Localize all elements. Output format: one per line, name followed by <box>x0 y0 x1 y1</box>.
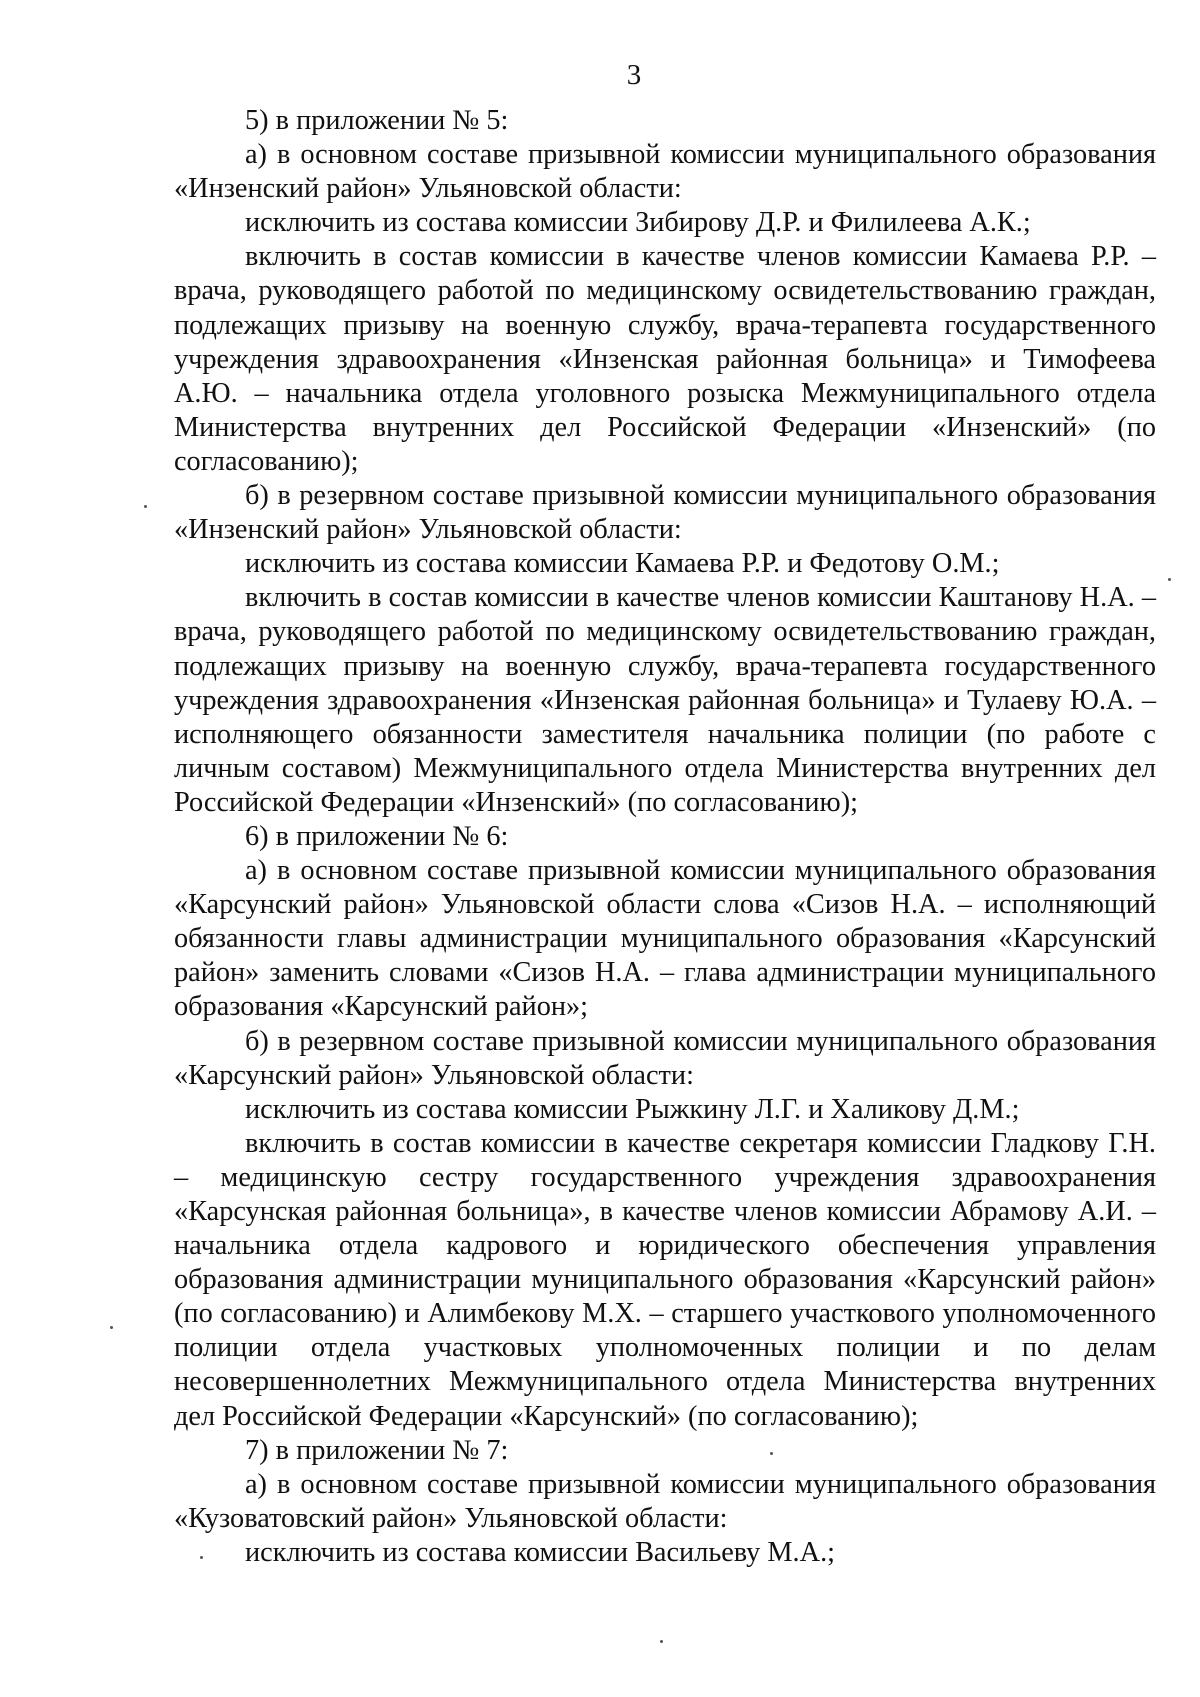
document-body <box>174 104 1156 1570</box>
paragraph-inza-reserve-include: включить в состав комиссии в качестве членов комиссии Каштанову Н.А. – врача, руководящего работой по медицинскому освидетельствованию граждан, подлежащих призыву на военную службу, врача-терапевта государственного учреждения здравоохранения «Инзенская районная больница» и Тулаеву Ю.А. – исполняющего обязанности заместителя начальника полиции (по работе с личным составом) Межмуниципального отдела Министерства внутренних дел Российской Федерации «Инзенский» (по согласованию); <box>174 582 1156 818</box>
paragraph-appendix-6-heading: 6) в приложении № 6: <box>245 820 509 852</box>
scan-speck <box>200 1556 203 1559</box>
page-number: 3 <box>626 59 642 91</box>
scan-speck <box>110 1326 113 1329</box>
scan-speck <box>1168 578 1171 581</box>
paragraph-karsun-reserve-composition: б) в резервном составе призывной комиссии муниципального образования «Карсунский район» Ульяновской области: <box>174 1025 1156 1091</box>
scan-speck <box>144 505 147 508</box>
paragraph-appendix-5-heading: 5) в приложении № 5: <box>245 105 509 136</box>
paragraph-kuzovatovo-main-composition: а) в основном составе призывной комиссии муниципального образования «Кузоватовский район» Ульяновской области: <box>174 1468 1156 1534</box>
paragraph-inza-main-exclude: исключить из состава комиссии Зибирову Д.Р. и Филилеева А.К.; <box>245 207 1031 239</box>
paragraph-kuzovatovo-main-exclude: исключить из состава комиссии Васильеву М.А.; <box>245 1536 836 1568</box>
paragraph-karsun-reserve-exclude: исключить из состава комиссии Рыжкину Л.Г. и Халикову Д.М.; <box>245 1093 1020 1125</box>
paragraph-karsun-main-composition: а) в основном составе призывной комиссии муниципального образования «Карсунский район» Ульяновской области слова «Сизов Н.А. – исполняющий обязанности главы администрации муниципального образования «Карсунский район» заменить словами «Сизов Н.А. – глава администрации муниципального образования «Карсунский район»; <box>174 855 1156 1023</box>
scan-speck <box>770 1452 773 1455</box>
paragraph-karsun-reserve-include: включить в состав комиссии в качестве секретаря комиссии Гладкову Г.Н. – медицинскую сестру государственного учреждения здравоохранения «Карсунская районная больница», в качестве членов комиссии Абрамову А.И. – начальника отдела кадрового и юридического обеспечения управления образования администрации муниципального образования «Карсунский район» (по согласованию) и Алимбекову М.Х. – старшего участкового уполномоченного полиции отдела участковых уполномоченных полиции и по делам несовершеннолетних Межмуниципального отдела Министерства внутренних дел Российской Федерации «Карсунский» (по согласованию); <box>174 1127 1156 1432</box>
paragraph-inza-main-composition: а) в основном составе призывной комиссии муниципального образования «Инзенский район» Ульяновской области: <box>174 139 1156 205</box>
paragraph-inza-main-include: включить в состав комиссии в качестве членов комиссии Камаева Р.Р. – врача, руководящего работой по медицинскому освидетельствованию граждан, подлежащих призыву на военную службу, врача-терапевта государственного учреждения здравоохранения «Инзенская районная больница» и Тимофеева А.Ю. – начальника отдела уголовного розыска Межмуниципального отдела Министерства внутренних дел Российской Федерации «Инзенский» (по согласованию); <box>174 241 1156 477</box>
paragraph-appendix-7-heading: 7) в приложении № 7: <box>245 1434 509 1466</box>
paragraph-inza-reserve-composition: б) в резервном составе призывной комиссии муниципального образования «Инзенский район» Ульяновской области: <box>174 480 1156 546</box>
scan-speck <box>660 1640 663 1643</box>
paragraph-inza-reserve-exclude: исключить из состава комиссии Камаева Р.Р. и Федотову О.М.; <box>245 548 1000 580</box>
